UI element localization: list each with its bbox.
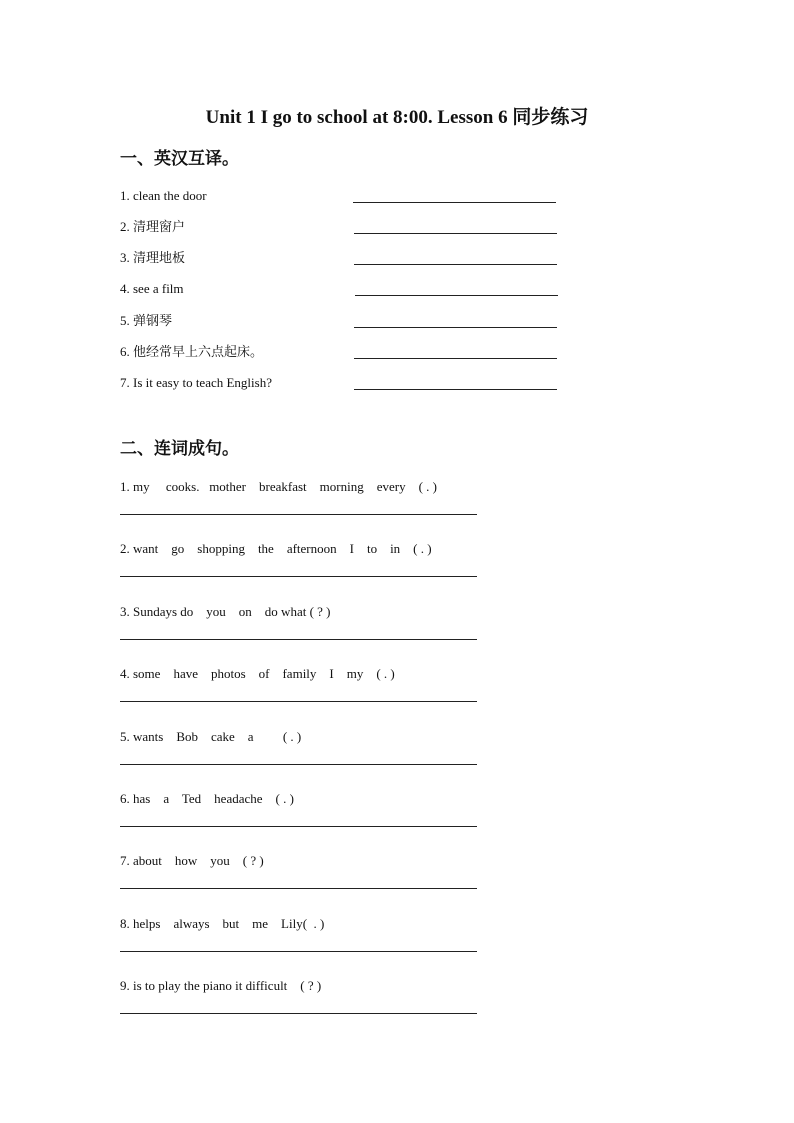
answer-line[interactable] [120,701,477,702]
answer-line[interactable] [120,514,477,515]
answer-line[interactable] [120,826,477,827]
answer-line[interactable] [354,358,557,359]
answer-line[interactable] [120,1013,477,1014]
worksheet-title: Unit 1 I go to school at 8:00. Lesson 6 同步练习 [205,107,589,128]
translation-prompt: 6. 他经常早上六点起床。 [120,344,264,359]
answer-line[interactable] [355,295,558,296]
sentence-words: 9. is to play the piano it difficult ( ? ) [120,978,322,993]
answer-line[interactable] [120,951,477,952]
sentence-item-1 [120,477,480,523]
sentence-item-9 [120,976,480,1022]
sentence-item-6 [120,789,480,835]
answer-line[interactable] [353,202,556,203]
sentence-words: 7. about how you ( ? ) [120,853,264,868]
sentence-item-3 [120,602,480,648]
sentence-words: 3. Sundays do you on do what ( ? ) [120,604,331,619]
sentence-words: 5. wants Bob cake a ( . ) [120,729,302,744]
sentence-item-5 [120,727,480,773]
section-translation-heading: 一、英汉互译。 [120,149,239,168]
sentence-item-4 [120,664,480,710]
translation-prompt: 1. clean the door [120,188,207,203]
translation-item-5 [120,311,570,333]
translation-prompt: 7. Is it easy to teach English? [120,375,272,390]
sentence-words: 8. helps always but me Lily( . ) [120,916,325,931]
answer-line[interactable] [120,764,477,765]
answer-line[interactable] [354,389,557,390]
sentence-item-8 [120,914,480,960]
sentence-item-2 [120,539,480,585]
translation-prompt: 4. see a film [120,281,184,296]
translation-item-2 [120,217,570,239]
answer-line[interactable] [120,888,477,889]
answer-line[interactable] [120,639,477,640]
translation-prompt: 3. 清理地板 [120,250,186,265]
answer-line[interactable] [354,233,557,234]
translation-item-3 [120,248,570,270]
answer-line[interactable] [354,264,557,265]
section-sentence-heading: 二、连词成句。 [120,439,239,458]
translation-prompt: 5. 弹钢琴 [120,313,173,328]
translation-item-6 [120,342,570,364]
translation-item-7 [120,373,570,395]
sentence-words: 2. want go shopping the afternoon I to in ( . ) [120,541,432,556]
translation-item-4 [120,279,570,301]
answer-line[interactable] [354,327,557,328]
sentence-words: 4. some have photos of family I my ( . ) [120,666,395,681]
sentence-words: 1. my cooks. mother breakfast morning every ( . ) [120,479,437,494]
answer-line[interactable] [120,576,477,577]
translation-prompt: 2. 清理窗户 [120,219,186,234]
sentence-item-7 [120,851,480,897]
sentence-words: 6. has a Ted headache ( . ) [120,791,294,806]
translation-item-1 [120,186,570,208]
